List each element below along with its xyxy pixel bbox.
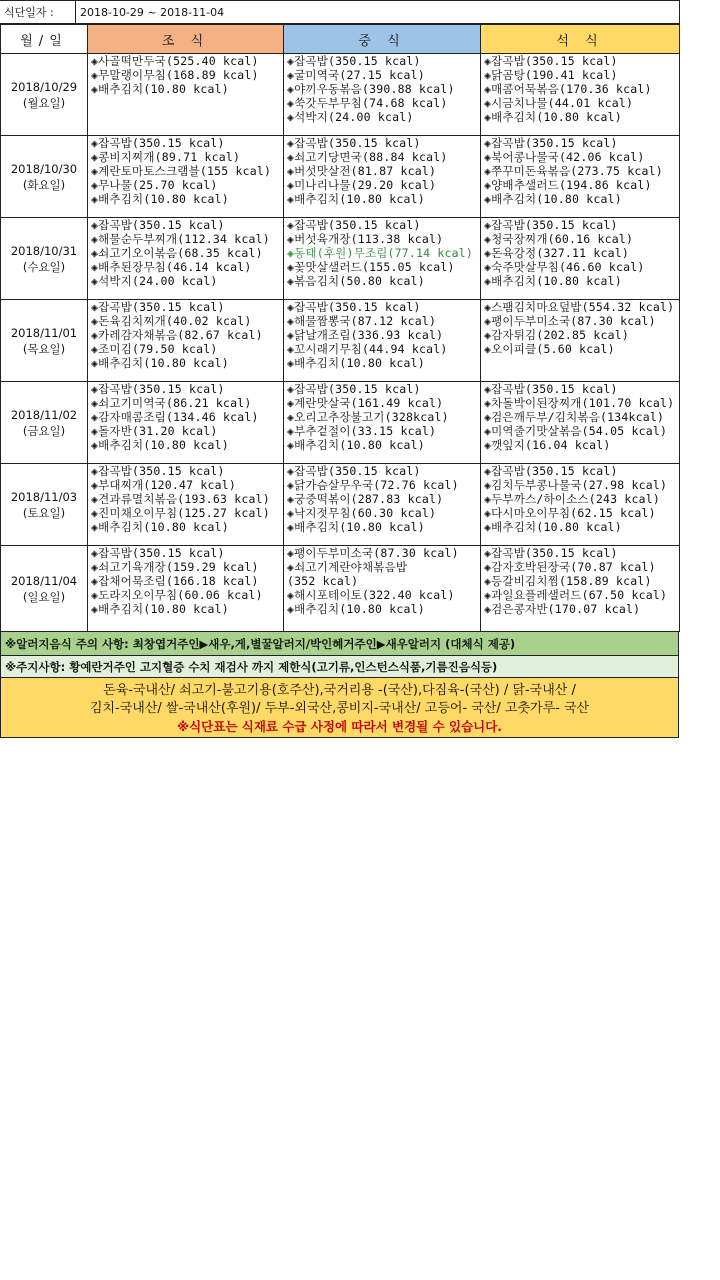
menu-item: ◈검은콩자반(170.07 kcal) bbox=[484, 602, 641, 616]
breakfast-cell bbox=[88, 382, 284, 464]
menu-item: ◈배추김치(10.80 kcal) bbox=[91, 356, 229, 370]
day-cell bbox=[1, 382, 88, 464]
day-cell bbox=[1, 300, 88, 382]
breakfast-cell bbox=[88, 136, 284, 218]
day-row bbox=[1, 136, 680, 218]
menu-item: ◈견과류멸치볶음(193.63 kcal) bbox=[91, 492, 270, 506]
menu-item: ◈과일요플레샐러드(67.50 kcal) bbox=[484, 588, 668, 602]
menu-item: ◈계란맛살국(161.49 kcal) bbox=[287, 396, 444, 410]
weekday-text: (금요일) bbox=[22, 423, 66, 438]
menu-item: ◈잡곡밥(350.15 kcal) bbox=[484, 546, 618, 560]
header-day: 월/일 bbox=[1, 25, 88, 54]
menu-item: ◈무말랭이무침(168.89 kcal) bbox=[91, 68, 259, 82]
lunch-cell bbox=[284, 546, 481, 632]
menu-item: ◈등갈비김치찜(158.89 kcal) bbox=[484, 574, 652, 588]
menu-item: ◈잡곡밥(350.15 kcal) bbox=[484, 218, 618, 232]
day-row bbox=[1, 382, 680, 464]
change-warning: ※식단표는 식재료 수급 사정에 따라서 변경될 수 있습니다. bbox=[176, 719, 503, 734]
lunch-cell bbox=[284, 54, 481, 136]
menu-item: ◈카레감자채볶음(82.67 kcal) bbox=[91, 328, 263, 342]
menu-item: ◈감자호박된장국(70.87 kcal) bbox=[484, 560, 656, 574]
menu-item: ◈미나리나물(29.20 kcal) bbox=[287, 178, 437, 192]
menu-item: ◈잡채어묵조림(166.18 kcal) bbox=[91, 574, 259, 588]
menu-item: ◈청국장찌개(60.16 kcal) bbox=[484, 232, 634, 246]
menu-item: ◈시금치나물(44.01 kcal) bbox=[484, 96, 634, 110]
menu-item: ◈돌자반(31.20 kcal) bbox=[91, 424, 218, 438]
period-value: 2018-10-29 ~ 2018-11-04 bbox=[80, 5, 225, 19]
menu-item: ◈야끼우동볶음(390.88 kcal) bbox=[287, 82, 455, 96]
menu-item: ◈배추김치(10.80 kcal) bbox=[287, 356, 425, 370]
menu-item: ◈잡곡밥(350.15 kcal) bbox=[287, 218, 421, 232]
menu-item: ◈잡곡밥(350.15 kcal) bbox=[91, 136, 225, 150]
dinner-cell bbox=[481, 136, 680, 218]
menu-item: ◈쇠고기계란야채볶음밥 bbox=[287, 560, 408, 574]
breakfast-cell bbox=[88, 546, 284, 632]
menu-item: ◈쭈꾸미돈육볶음(273.75 kcal) bbox=[484, 164, 663, 178]
menu-item: ◈잡곡밥(350.15 kcal) bbox=[91, 300, 225, 314]
menu-item: ◈잡곡밥(350.15 kcal) bbox=[287, 464, 421, 478]
day-row bbox=[1, 54, 680, 136]
menu-item: ◈버섯육개장(113.38 kcal) bbox=[287, 232, 444, 246]
menu-item: ◈배추김치(10.80 kcal) bbox=[91, 82, 229, 96]
dinner-cell bbox=[481, 546, 680, 632]
menu-item: ◈배추김치(10.80 kcal) bbox=[484, 520, 622, 534]
menu-item: ◈배추김치(10.80 kcal) bbox=[91, 520, 229, 534]
period-row bbox=[0, 0, 680, 24]
header-dinner: 석 식 bbox=[481, 25, 680, 54]
menu-item: ◈감자튀김(202.85 kcal) bbox=[484, 328, 629, 342]
menu-item: ◈낙지젓무침(60.30 kcal) bbox=[287, 506, 437, 520]
menu-item: ◈해물짬뽕국(87.12 kcal) bbox=[287, 314, 437, 328]
menu-table bbox=[0, 24, 680, 632]
menu-item: ◈배추김치(10.80 kcal) bbox=[484, 110, 622, 124]
lunch-cell bbox=[284, 300, 481, 382]
menu-item: ◈배추김치(10.80 kcal) bbox=[91, 438, 229, 452]
dinner-cell bbox=[481, 464, 680, 546]
header-breakfast: 조 식 bbox=[88, 25, 284, 54]
date-text: 2018/11/02 bbox=[10, 407, 78, 422]
menu-item: ◈잡곡밥(350.15 kcal) bbox=[484, 136, 618, 150]
menu-item: ◈배추김치(10.80 kcal) bbox=[287, 520, 425, 534]
weekday-text: (토요일) bbox=[22, 505, 66, 520]
menu-item: ◈꽃맛살샐러드(155.05 kcal) bbox=[287, 260, 455, 274]
date-text: 2018/11/04 bbox=[10, 573, 78, 588]
day-cell bbox=[1, 464, 88, 546]
menu-item: ◈잡곡밥(350.15 kcal) bbox=[287, 136, 421, 150]
allergy-note: ※알러지음식 주의 사항: 최창엽거주인▶새우,게,별꿀알러지/박인혜거주인▶새우알러지 (대체식 제공) bbox=[0, 632, 679, 656]
day-cell bbox=[1, 218, 88, 300]
menu-item: ◈오리고추장불고기(328kcal) bbox=[287, 410, 449, 424]
menu-item: ◈잡곡밥(350.15 kcal) bbox=[484, 54, 618, 68]
menu-item: ◈배추김치(10.80 kcal) bbox=[287, 438, 425, 452]
lunch-cell bbox=[284, 136, 481, 218]
lunch-cell bbox=[284, 218, 481, 300]
menu-item: ◈돈육김치찌개(40.02 kcal) bbox=[91, 314, 252, 328]
menu-item: ◈동태(후원)무조림(77.14 kcal) bbox=[287, 246, 474, 260]
origin-line-2: 김치-국내산/ 쌀-국내산(후원)/ 두부-외국산,콩비지-국내산/ 고등어- 국산/ 고춧가루- 국산 bbox=[89, 701, 590, 716]
date-text: 2018/10/29 bbox=[10, 79, 78, 94]
menu-item: ◈잡곡밥(350.15 kcal) bbox=[484, 464, 618, 478]
menu-item: ◈차돌박이된장찌개(101.70 kcal) bbox=[484, 396, 675, 410]
menu-item: ◈잡곡밥(350.15 kcal) bbox=[91, 218, 225, 232]
menu-item: ◈배추김치(10.80 kcal) bbox=[91, 602, 229, 616]
menu-item: ◈계란토마토스크램블(155 kcal) bbox=[91, 164, 272, 178]
period-label: 식단일자 : bbox=[0, 1, 76, 23]
menu-item: ◈닭곰탕(190.41 kcal) bbox=[484, 68, 618, 82]
menu-item: ◈양배추샐러드(194.86 kcal) bbox=[484, 178, 652, 192]
weekday-text: (월요일) bbox=[22, 95, 66, 110]
menu-item: ◈부대찌개(120.47 kcal) bbox=[91, 478, 236, 492]
menu-item: ◈쇠고기육개장(159.29 kcal) bbox=[91, 560, 259, 574]
origin-line-1: 돈육-국내산/ 쇠고기-불고기용(호주산),국거리용 -(국산),다짐육-(국산) / 닭-국내산 / bbox=[103, 683, 576, 698]
menu-item: ◈조미김(79.50 kcal) bbox=[91, 342, 218, 356]
weekday-text: (수요일) bbox=[22, 259, 66, 274]
menu-item: ◈감자매콤조림(134.46 kcal) bbox=[91, 410, 259, 424]
menu-item: ◈궁중떡볶이(287.83 kcal) bbox=[287, 492, 444, 506]
menu-item: ◈쇠고기당면국(88.84 kcal) bbox=[287, 150, 448, 164]
menu-item: ◈스팸김치마요덮밥(554.32 kcal) bbox=[484, 300, 675, 314]
menu-item: ◈잡곡밥(350.15 kcal) bbox=[287, 382, 421, 396]
dinner-cell bbox=[481, 382, 680, 464]
menu-item: ◈잡곡밥(350.15 kcal) bbox=[91, 464, 225, 478]
menu-item: ◈콩비지찌개(89.71 kcal) bbox=[91, 150, 241, 164]
menu-item: ◈닭가슴살무우국(72.76 kcal) bbox=[287, 478, 459, 492]
menu-item: ◈매콤어묵볶음(170.36 kcal) bbox=[484, 82, 652, 96]
day-row bbox=[1, 546, 680, 632]
menu-item: ◈배추김치(10.80 kcal) bbox=[484, 274, 622, 288]
menu-item: ◈배추김치(10.80 kcal) bbox=[287, 192, 425, 206]
header-lunch: 중 식 bbox=[284, 25, 481, 54]
weekday-text: (목요일) bbox=[22, 341, 66, 356]
menu-item: ◈배추김치(10.80 kcal) bbox=[484, 192, 622, 206]
menu-item: ◈다시마오이무침(62.15 kcal) bbox=[484, 506, 656, 520]
menu-item: ◈무나물(25.70 kcal) bbox=[91, 178, 218, 192]
menu-item: ◈닭날개조림(336.93 kcal) bbox=[287, 328, 444, 342]
menu-item: ◈배추된장무침(46.14 kcal) bbox=[91, 260, 252, 274]
day-row bbox=[1, 218, 680, 300]
menu-item: ◈잡곡밥(350.15 kcal) bbox=[484, 382, 618, 396]
menu-item: ◈잡곡밥(350.15 kcal) bbox=[91, 382, 225, 396]
dinner-cell bbox=[481, 54, 680, 136]
menu-item: (352 kcal) bbox=[287, 574, 359, 588]
day-cell bbox=[1, 546, 88, 632]
menu-item: ◈사골떡만두국(525.40 kcal) bbox=[91, 54, 259, 68]
dinner-cell bbox=[481, 218, 680, 300]
menu-item: ◈쇠고기오이볶음(68.35 kcal) bbox=[91, 246, 263, 260]
menu-item: ◈쑥갓두부무침(74.68 kcal) bbox=[287, 96, 448, 110]
breakfast-cell bbox=[88, 300, 284, 382]
menu-item: ◈굴미역국(27.15 kcal) bbox=[287, 68, 425, 82]
breakfast-cell bbox=[88, 54, 284, 136]
menu-item: ◈검은깨두부/김치볶음(134kcal) bbox=[484, 410, 665, 424]
menu-item: ◈버섯맛살전(81.87 kcal) bbox=[287, 164, 437, 178]
date-text: 2018/11/03 bbox=[10, 489, 78, 504]
date-text: 2018/10/30 bbox=[10, 161, 78, 176]
menu-item: ◈부추겉절이(33.15 kcal) bbox=[287, 424, 437, 438]
day-row bbox=[1, 464, 680, 546]
menu-item: ◈숙주맛살무침(46.60 kcal) bbox=[484, 260, 645, 274]
breakfast-cell bbox=[88, 464, 284, 546]
origin-info bbox=[0, 678, 679, 738]
header-row bbox=[1, 25, 680, 54]
menu-item: ◈북어콩나물국(42.06 kcal) bbox=[484, 150, 645, 164]
menu-item: ◈배추김치(10.80 kcal) bbox=[91, 192, 229, 206]
menu-item: ◈쇠고기미역국(86.21 kcal) bbox=[91, 396, 252, 410]
breakfast-cell bbox=[88, 218, 284, 300]
menu-item: ◈석박지(24.00 kcal) bbox=[91, 274, 218, 288]
day-cell bbox=[1, 54, 88, 136]
lunch-cell bbox=[284, 464, 481, 546]
menu-item: ◈볶음김치(50.80 kcal) bbox=[287, 274, 425, 288]
menu-item: ◈도라지오이무침(60.06 kcal) bbox=[91, 588, 263, 602]
weekday-text: (화요일) bbox=[22, 177, 66, 192]
menu-item: ◈팽이두부미소국(87.30 kcal) bbox=[484, 314, 656, 328]
menu-item: ◈돈육강정(327.11 kcal) bbox=[484, 246, 629, 260]
menu-item: ◈팽이두부미소국(87.30 kcal) bbox=[287, 546, 459, 560]
menu-item: ◈오이피클(5.60 kcal) bbox=[484, 342, 615, 356]
day-cell bbox=[1, 136, 88, 218]
lunch-cell bbox=[284, 382, 481, 464]
menu-item: ◈석박지(24.00 kcal) bbox=[287, 110, 414, 124]
menu-item: ◈깻잎지(16.04 kcal) bbox=[484, 438, 611, 452]
menu-item: ◈잡곡밥(350.15 kcal) bbox=[287, 300, 421, 314]
menu-item: ◈잡곡밥(350.15 kcal) bbox=[91, 546, 225, 560]
restriction-note: ※주지사항: 황예란거주인 고지혈증 수치 재검사 까지 제한식(고기류,인스턴스식품,기름진음식등) bbox=[0, 656, 679, 678]
menu-item: ◈김치두부콩나물국(27.98 kcal) bbox=[484, 478, 668, 492]
menu-item: ◈두부까스/하이소스(243 kcal) bbox=[484, 492, 660, 506]
date-text: 2018/11/01 bbox=[10, 325, 78, 340]
weekday-text: (일요일) bbox=[22, 589, 66, 604]
menu-item: ◈잡곡밥(350.15 kcal) bbox=[287, 54, 421, 68]
dinner-cell bbox=[481, 300, 680, 382]
menu-item: ◈진미채오이무침(125.27 kcal) bbox=[91, 506, 270, 520]
date-text: 2018/10/31 bbox=[10, 243, 78, 258]
menu-item: ◈꼬시래기무침(44.94 kcal) bbox=[287, 342, 448, 356]
day-row bbox=[1, 300, 680, 382]
menu-item: ◈해물순두부찌개(112.34 kcal) bbox=[91, 232, 270, 246]
menu-item: ◈해시포테이토(322.40 kcal) bbox=[287, 588, 455, 602]
menu-item: ◈배추김치(10.80 kcal) bbox=[287, 602, 425, 616]
menu-item: ◈미역줄기맛살볶음(54.05 kcal) bbox=[484, 424, 668, 438]
